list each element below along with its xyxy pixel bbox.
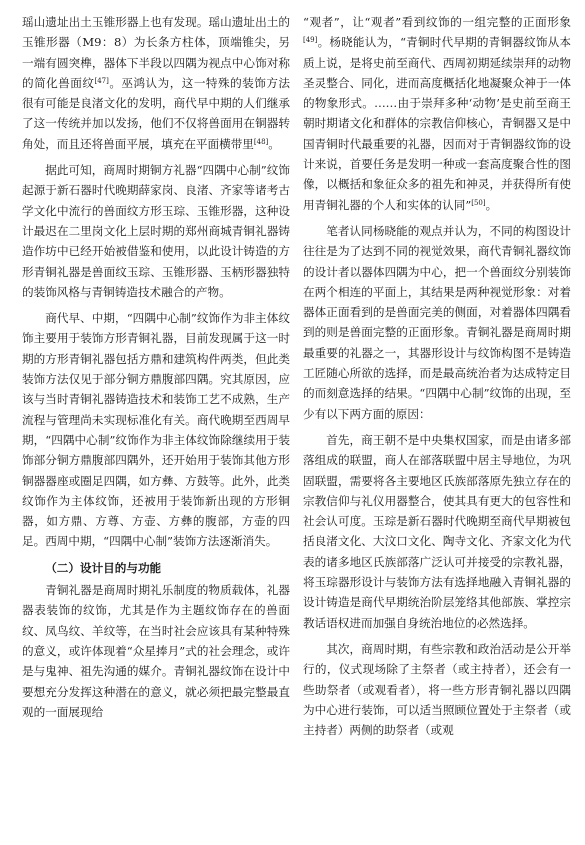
- paragraph-text: 。: [485, 197, 498, 212]
- section-heading: （二）设计目的与功能: [45, 560, 162, 575]
- paragraph: 商代早、中期，“四隅中心制”纹饰作为非主体纹饰主要用于装饰方形青铜礼器，目前发现属于这一时期的方形青铜礼器包括方鼎和建筑构件两类，但此类装饰方法仅见于部分铜方鼎腹部四隅。究其原因，应该与当时青铜礼器铸造技术和装饰工艺不成熟，生产流程与管理尚未实现标准化有关。商代晚期至西周早期，“四隅中心制”纹饰作为非主体纹饰除继续用于装饰部分铜方鼎腹部四隅外，还开始用于装饰其他方形铜器器座或圈足四隅，如方彝、方鼓等。此外，此类纹饰作为主体纹饰，还被用于装饰新出现的方形铜器，如方鼎、方尊、方壶、方彝的腹部，方壶的四足。西周中期，“四隅中心制”装饰方法逐渐消失。: [22, 311, 290, 549]
- paragraph: 首先，商王朝不是中央集权国家，而是由诸多部落组成的联盟，商人在部落联盟中居主导地位，为巩固联盟，需要将各主要地区氏族部落原先独立存在的宗教信仰与礼仪用器整合，使其具有更大的包容性和社会认可度。玉琮是新石器时代晚期至商代早期被包括良渚文化、大汶口文化、陶寺文化、齐家文化为代表的诸多地区氏族部落广泛认可并接受的宗教礼器，将玉琮器形设计与装饰方法有选择地融入青铜礼器的设计铸造是商代早期统治阶层笼络其他部族、掌控宗教话语权进而加强自身统治地位的必然选择。: [303, 432, 571, 630]
- paragraph-text: 。巫鸿认为，这一特殊的装饰方法很有可能是良渚文化的发明，商代早中期的人们继承了这一传统并加以发扬，他们不仅将兽面用在铜器转角处，而且还将兽面平展，填充在平面横带里: [22, 75, 290, 151]
- paragraph-text: “观者”，让“观者”看到纹饰的一组完整的正面形象: [303, 15, 571, 29]
- paragraph-text: 。: [268, 136, 280, 151]
- right-column: [303, 12, 571, 740]
- paragraph: 青铜礼器是商周时期礼乐制度的物质载体，礼器器表装饰的纹饰，尤其是作为主题纹饰存在的兽面纹、凤鸟纹、羊纹等，在当时社会应该具有某种特殊的意义，或许体现着“众星捧月”式的社会理念，或许是与鬼神、祖先沟通的媒介。青铜礼器纹饰在设计中要想充分发挥这种潜在的意义，就必须把最完整最直观的一面展现给: [22, 583, 290, 719]
- paragraph: 笔者认同杨晓能的观点并认为，不同的构图设计往往是为了达到不同的视觉效果，商代青铜礼器纹饰的设计者以器体四隅为中心，把一个兽面纹分别装饰在两个相连的平面上，其结果是两种视觉形象：对着器体正面看到的是兽面完美的侧面，对着器体四隅看到的则是兽面完整的正面形象。青铜礼器是商周时期最重要的礼器之一，其器形设计与纹饰构图不是铸造工匠随心所欲的选择，而是最高统治者为达成特定目的而刻意选择的结果。“四隅中心制”纹饰的出现，至少有以下两方面的原因：: [303, 223, 571, 421]
- paragraph: 其次，商周时期，有些宗教和政治活动是公开举行的，仪式现场除了主祭者（或主持者），还会有一些助祭者（或观看者），将一些方形青铜礼器以四隅为中心进行装饰，可以适当照顾位置处于主祭者（或主持者）两侧的助祭者（或观: [303, 641, 571, 738]
- footnote-ref: [50]: [471, 198, 486, 207]
- footnote-ref: [49]: [303, 36, 318, 45]
- footnote-ref: [48]: [253, 137, 269, 146]
- paragraph-text: 。杨晓能认为，“青铜时代早期的青铜器纹饰从本质上说，是将史前至商代、西周初期延续崇拜的动物圣灵整合、同化，进而高度概括化地凝聚众神于一体的物象形式。……由于崇拜多种‘动物’是史前至商王朝时期诸文化和群体的宗教信仰核心，青铜器又是中国青铜时代最重要的礼器，因而对于青铜器纹饰的设计来说，首要任务是发明一种或一套高度聚合性的图像，以概括和象征众多的祖先和神灵，并获得所有使用青铜礼器的个人和实体的认同”: [303, 35, 571, 212]
- footnote-ref: [47]: [94, 76, 109, 85]
- left-column: [22, 12, 290, 722]
- paragraph-text: 瑶山遗址出土玉锥形器上也有发现。瑶山遗址出土的玉锥形器（M9：8）为长条方柱体，顶端锥尖，另一端有圆突榫，器体下半段以四隅为视点中心饰对称的简化兽面纹: [22, 15, 290, 90]
- paragraph: [303, 12, 571, 215]
- paragraph: [22, 12, 290, 154]
- paragraph: 据此可知，商周时期铜方礼器“四隅中心制”纹饰起源于新石器时代晚期薛家岗、良渚、齐家等诸考古学文化中流行的兽面纹方形玉琮、玉锥形器，这种设计最迟在二里岗文化上层时期的郑州商城青铜礼器铸造作坊中已经开始被借鉴和使用，以此设计铸造的方形青铜礼器是兽面纹玉琮、玉锥形器、玉柄形器独特的装饰风格与青铜铸造技术融合的产物。: [22, 163, 290, 299]
